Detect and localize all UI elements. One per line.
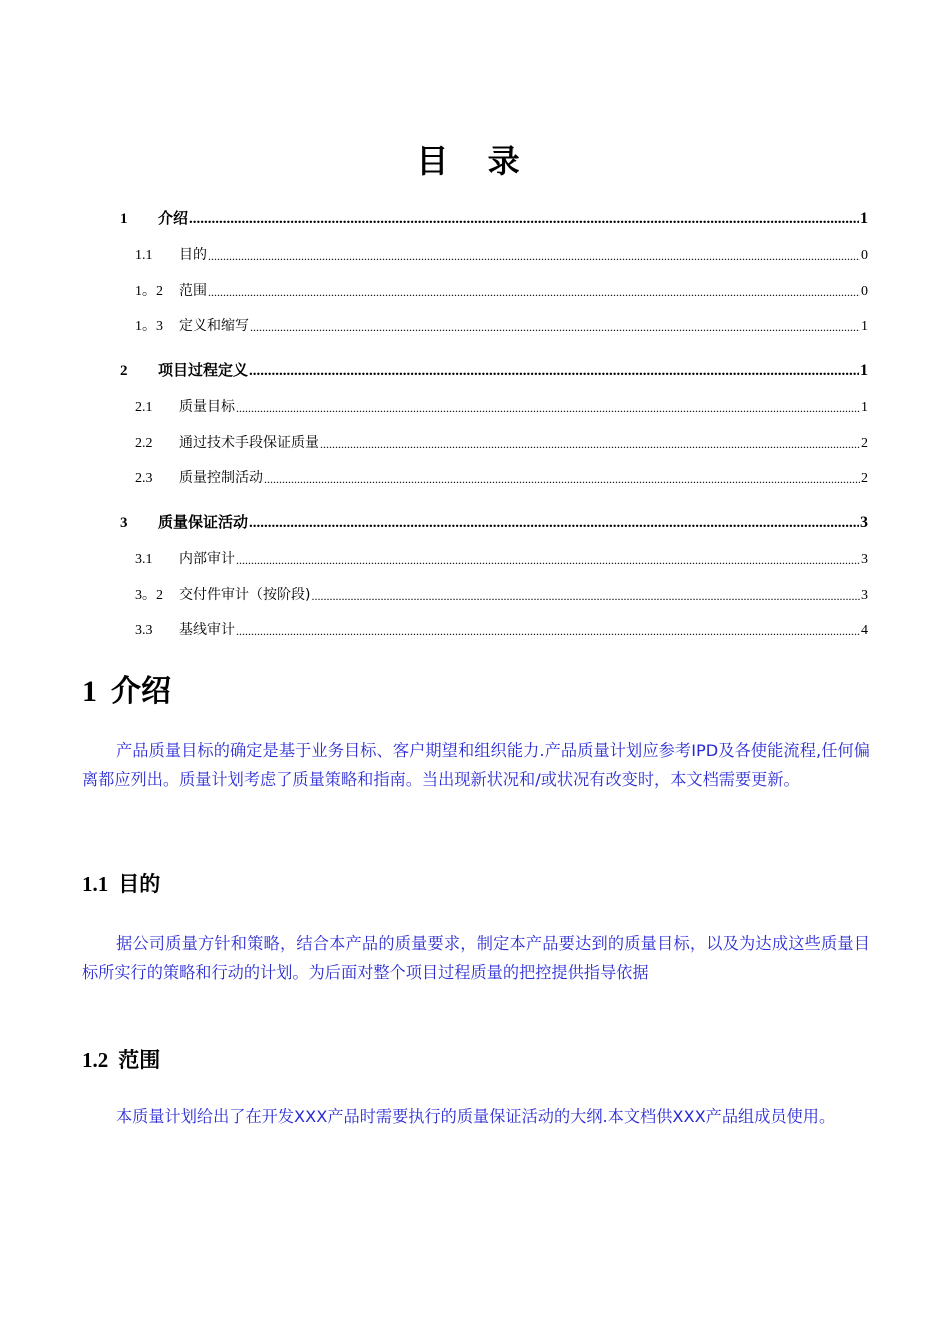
toc-entry[interactable] [135, 544, 868, 568]
section-heading-1 [82, 666, 171, 710]
toc-entry-number: 1。2 [135, 284, 163, 299]
section-heading-1-2 [82, 1044, 160, 1074]
toc-entry-label: 交付件审计（按阶段) [179, 587, 311, 603]
toc-entry-label: 质量控制活动 [179, 470, 263, 486]
toc-entry-page: 1 [860, 210, 868, 227]
toc-entry-label: 定义和缩写 [179, 318, 249, 334]
toc-leader-dots [189, 211, 859, 228]
section-title: 介绍 [111, 674, 171, 709]
section-number: 1.1 [82, 872, 109, 896]
toc-entry[interactable] [135, 276, 868, 300]
toc-entry[interactable] [135, 392, 868, 416]
toc-entry-number: 2.3 [135, 471, 153, 486]
toc-entry-page: 1 [860, 362, 868, 379]
toc-entry[interactable] [120, 204, 868, 228]
toc-leader-dots [236, 624, 860, 639]
section-heading-1-1 [82, 868, 160, 898]
toc-entry-label: 范围 [179, 283, 207, 299]
section-body: 据公司质量方针和策略，结合本产品的质量要求，制定本产品要达到的质量目标，以及为达成这些质量目标所实行的策略和行动的计划。为后面对整个项目过程质量的把控提供指导依据 [82, 934, 870, 982]
toc-leader-dots [208, 249, 860, 264]
toc-entry-number: 3 [120, 515, 128, 531]
toc-entry-label: 基线审计 [179, 622, 235, 638]
toc-entry-label: 质量保证活动 [158, 513, 249, 531]
toc-leader-dots [320, 437, 860, 452]
toc-leader-dots [236, 553, 860, 568]
toc-leader-dots [311, 589, 860, 604]
toc-entry-number: 1 [120, 211, 128, 227]
toc-entry-number: 1。3 [135, 319, 163, 334]
section-number: 1.2 [82, 1048, 109, 1072]
toc-entry[interactable] [135, 580, 868, 604]
toc-entry-label: 介绍 [158, 209, 189, 227]
toc-leader-dots [208, 285, 860, 300]
toc-entry-number: 2.1 [135, 400, 153, 415]
toc-entry[interactable] [135, 428, 868, 452]
toc-entry-number: 3.1 [135, 552, 153, 567]
toc-entry[interactable] [135, 311, 868, 335]
toc-title: 目 录 [416, 142, 534, 180]
toc-entry[interactable] [135, 240, 868, 264]
toc-entry-label: 质量目标 [179, 399, 235, 415]
toc-entry-label: 项目过程定义 [158, 361, 249, 379]
toc-entry-page: 1 [861, 319, 868, 334]
toc-leader-dots [250, 320, 860, 335]
section-number: 1 [82, 675, 97, 708]
toc-entry-page: 3 [861, 588, 868, 603]
toc-entry-label: 内部审计 [179, 551, 235, 567]
toc-entry-page: 1 [861, 400, 868, 415]
section-title: 目的 [118, 872, 161, 896]
toc-leader-dots [236, 401, 860, 416]
toc-entry-page: 2 [861, 436, 868, 451]
section-title: 范围 [118, 1048, 161, 1072]
section-body: 本质量计划给出了在开发XXX产品时需要执行的质量保证活动的大纲.本文档供XXX产品组成员使用。 [116, 1107, 836, 1126]
toc-entry-number: 2 [120, 363, 128, 379]
toc-entry-page: 0 [861, 284, 868, 299]
toc-entry-page: 2 [861, 471, 868, 486]
toc-entry-page: 3 [860, 514, 868, 531]
toc-entry[interactable] [120, 356, 868, 380]
toc-entry[interactable] [135, 463, 868, 487]
toc-entry-number: 1.1 [135, 248, 153, 263]
section-body: 产品质量目标的确定是基于业务目标、客户期望和组织能力.产品质量计划应参考IPD及各使能流程,任何偏离都应列出。质量计划考虑了质量策略和指南。当出现新状况和/或状况有改变时，本文档需要更新。 [82, 741, 870, 789]
toc-leader-dots [249, 515, 859, 532]
toc-entry-number: 3。2 [135, 588, 163, 603]
toc-entry-label: 目的 [179, 247, 207, 263]
toc-entry-label: 通过技术手段保证质量 [179, 435, 319, 451]
toc-entry[interactable] [120, 508, 868, 532]
toc-leader-dots [249, 363, 859, 380]
toc-entry[interactable] [135, 615, 868, 639]
toc-entry-page: 4 [861, 623, 868, 638]
toc-entry-number: 3.3 [135, 623, 153, 638]
toc-entry-number: 2.2 [135, 436, 153, 451]
toc-entry-page: 3 [861, 552, 868, 567]
toc-leader-dots [264, 472, 860, 487]
toc-entry-page: 0 [861, 248, 868, 263]
